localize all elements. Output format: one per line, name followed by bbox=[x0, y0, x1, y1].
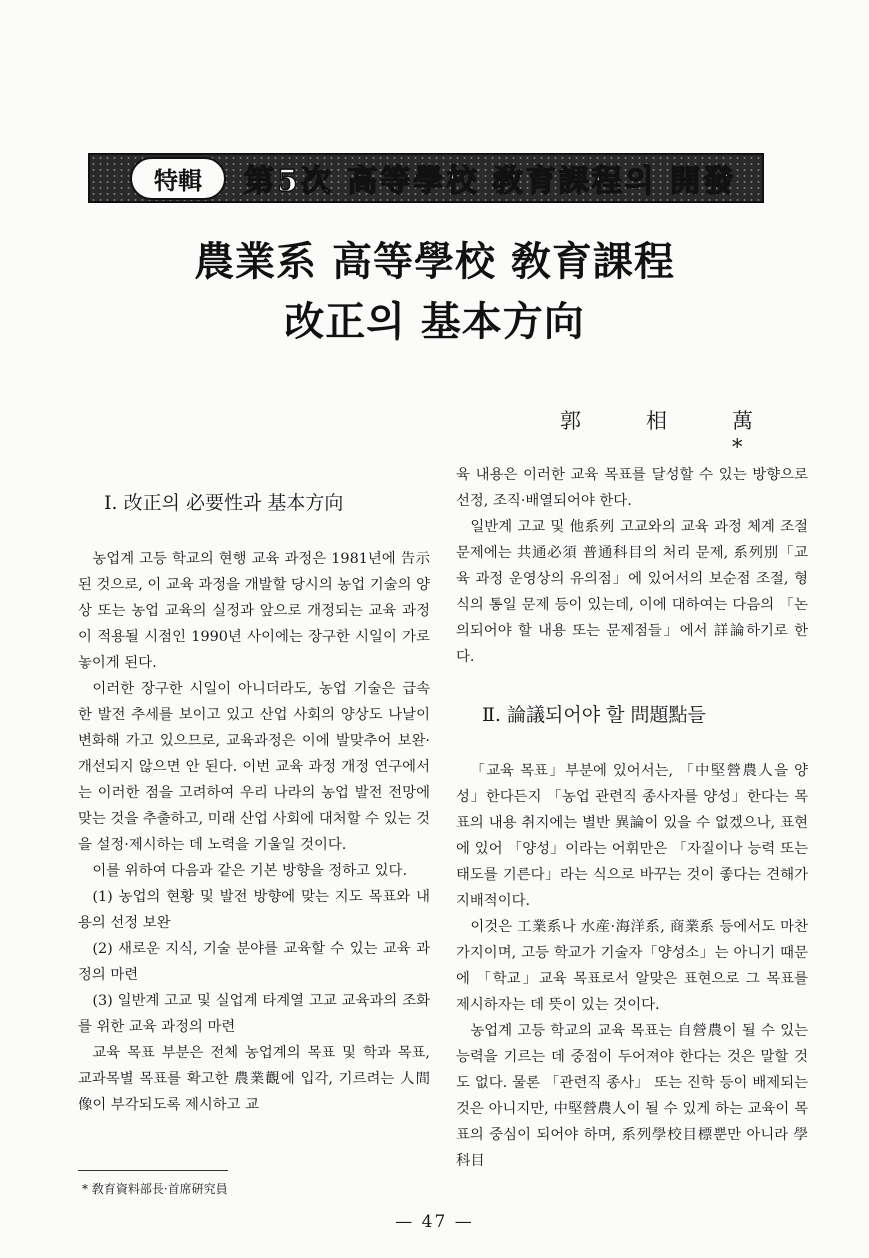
paragraph: 이를 위하여 다음과 같은 기본 방향을 정하고 있다. bbox=[92, 863, 408, 879]
special-feature-banner bbox=[88, 153, 764, 203]
list-item: (3) 일반계 고교 및 실업계 타계열 고교 교육과의 조화를 위한 교육 과정의 마련 bbox=[78, 993, 430, 1035]
paragraph: 농업계 고등 학교의 현행 교육 과정은 1981년에 告示된 것으로, 이 교육 과정을 개발할 당시의 농업 기술의 양상 또는 농업 교육의 실정과 앞으로 개정되는 교육 과정이 적용될 시점인 1990년 사이에는 장구한 시일이 가로놓이게 된다. bbox=[78, 551, 430, 671]
right-column bbox=[456, 462, 808, 1174]
footnote: * 敎育資料部長·首席硏究員 bbox=[82, 1182, 228, 1196]
footnote-divider bbox=[78, 1170, 228, 1171]
section-1-heading: Ⅰ. 改正의 必要性과 基本方向 bbox=[104, 492, 344, 514]
author-char-2: 相 bbox=[646, 409, 667, 433]
special-feature-badge: 特輯 bbox=[130, 157, 226, 200]
article-title-line1: 農業系 高等學校 敎育課程 bbox=[194, 238, 675, 285]
page-number: — 47 — bbox=[395, 1212, 474, 1232]
list-item: (2) 새로운 지식, 기술 분야를 교육할 수 있는 교육 과정의 마련 bbox=[78, 941, 430, 983]
paragraph: 교육 목표 부분은 전체 농업계의 목표 및 학과 목표, 교과목별 목표를 확고한 農業觀에 입각, 기르려는 人間像이 부각되도록 제시하고 교 bbox=[78, 1045, 430, 1113]
author-char-3: 萬* bbox=[732, 409, 753, 459]
left-column bbox=[78, 490, 430, 1118]
paragraph: 육 내용은 이러한 교육 목표를 달성할 수 있는 방향으로 선정, 조직·배열되어야 한다. bbox=[456, 467, 808, 509]
banner-title: 第5次 高等學校 敎育課程의 開發 bbox=[244, 164, 737, 199]
author-char-1: 郭 bbox=[560, 409, 581, 433]
paragraph: 「교육 목표」부분에 있어서는, 「中堅營農人을 양성」한다든지 「농업 관련직 종사자를 양성」한다는 목표의 내용 취지에는 별반 異論이 있을 수 없겠으나, 표현에 있어 「양성」이라는 어휘만은 「자질이나 능력 또는 태도를 기른다」라는 식으로 바꾸는 것이 좋다는 견해가 지배적이다. bbox=[456, 763, 808, 909]
article-title-line2: 改正의 基本方向 bbox=[284, 298, 585, 345]
paragraph: 농업계 고등 학교의 교육 목표는 自營農이 될 수 있는 능력을 기르는 데 중점이 두어져야 한다는 것은 말할 것도 없다. 물론 「관련직 종사」 또는 진학 등이 배제되는 것은 아니지만, 中堅營農人이 될 수 있게 하는 교육이 목표의 중심이 되어야 하며, 系列學校目標뿐만 아니라 學科目 bbox=[456, 1023, 808, 1169]
paragraph: 이러한 장구한 시일이 아니더라도, 농업 기술은 급속한 발전 추세를 보이고 있고 산업 사회의 양상도 나날이 변화해 가고 있으므로, 교육과정은 이에 발맞추어 보완·개선되지 않으면 안 된다. 이번 교육 과정 개정 연구에서는 이러한 점을 고려하여 우리 나라의 농업 발전 전망에 맞는 것을 추출하고, 미래 산업 사회에 대처할 수 있는 것을 설정·제시하는 데 노력을 기울일 것이다. bbox=[78, 681, 430, 853]
paragraph: 이것은 工業系나 水産·海洋系, 商業系 등에서도 마찬가지이며, 고등 학교가 기술자「양성소」는 아니기 때문에 「학교」교육 목표로서 알맞은 표현으로 그 목표를 제시하자는 데 뜻이 있는 것이다. bbox=[456, 919, 808, 1013]
section-2-heading: Ⅱ. 論議되어야 할 問題點들 bbox=[482, 704, 706, 726]
paragraph: 일반계 고교 및 他系列 고교와의 교육 과정 체계 조절 문제에는 共通必須 普通科目의 처리 문제, 系列別「교육 과정 운영상의 유의점」에 있어서의 보순점 조절, 형식의 통일 문제 등이 있는데, 이에 대하여는 다음의 「논의되어야 할 내용 또는 문제점들」에서 詳論하기로 한다. bbox=[456, 519, 808, 665]
list-item: (1) 농업의 현황 및 발전 방향에 맞는 지도 목표와 내용의 선정 보완 bbox=[78, 889, 430, 931]
